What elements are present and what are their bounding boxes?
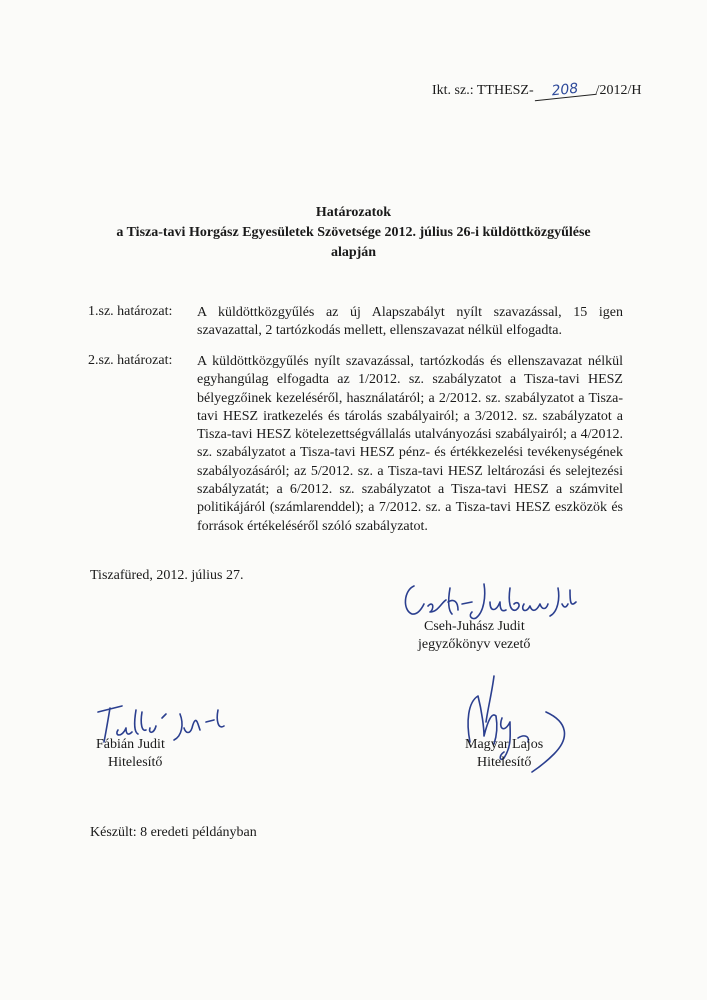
title-line-3: alapján [330, 245, 377, 260]
resolution-2-text: A küldöttközgyűlés nyílt szavazással, tartózkodás és ellenszavazat nélkül egyhangúlag elfogadta az 1/2012. sz. szabályzatot a Tisza-tavi HESZ bélyegzőinek kezeléséről, használatáról; a 2/2012. sz. szabályzatot a Tisza-tavi HESZ iratkezelés és tárolás szabályairól; a 3/2012. sz. szabályzatot a Tisza-tavi HESZ kötelezettségvállalás utalványozási szabályairól; a 4/2012. sz. szabályzatot a Tisza-tavi HESZ pénz- és értékkezelési tevékenységének szabályozásáról; az 5/2012. sz. a Tisza-tavi HESZ leltározási és selejtezési szabályzatát; a 6/2012. sz. szabályzatot a Tisza-tavi HESZ a számvitel politikájáról (számlarenddel); a 7/2012. sz. a Tisza-tavi HESZ eszközök és források értékeléséről szóló szabályzatot. [197, 354, 623, 534]
signatory-3-name: Magyar Lajos [465, 737, 544, 752]
signatory-1-role: jegyzőkönyv vezető [418, 637, 531, 652]
title-line-1: Határozatok [315, 205, 392, 220]
handwritten-ref-number: 208 [533, 80, 596, 101]
signatory-3-role: Hitelesítő [477, 755, 532, 770]
copies-note: Készült: 8 eredeti példányban [90, 825, 257, 840]
registration-number [432, 80, 642, 100]
signatory-2-name: Fábián Judit [96, 737, 165, 752]
resolution-1-text: A küldöttközgyűlés az új Alapszabályt nyílt szavazással, 15 igen szavazattal, 2 tartózkodás mellett, ellenszavazat nélkül elfogadta. [197, 305, 623, 339]
title-line-2: a Tisza-tavi Horgász Egyesületek Szövetsége 2012. július 26-i küldöttközgyűlése [116, 225, 591, 240]
signatory-1-name: Cseh-Juhász Judit [424, 619, 525, 634]
place-and-date: Tiszafüred, 2012. július 27. [90, 568, 244, 583]
document-title [0, 203, 707, 263]
signature-cseh-juhasz [398, 580, 578, 622]
ref-suffix: /2012/H [595, 83, 642, 98]
resolution-1-label: 1.sz. határozat: [88, 304, 173, 319]
signatory-2-role: Hitelesítő [108, 755, 163, 770]
resolution-2-label: 2.sz. határozat: [88, 353, 173, 368]
ref-prefix: Ikt. sz.: TTHESZ- [432, 83, 534, 98]
